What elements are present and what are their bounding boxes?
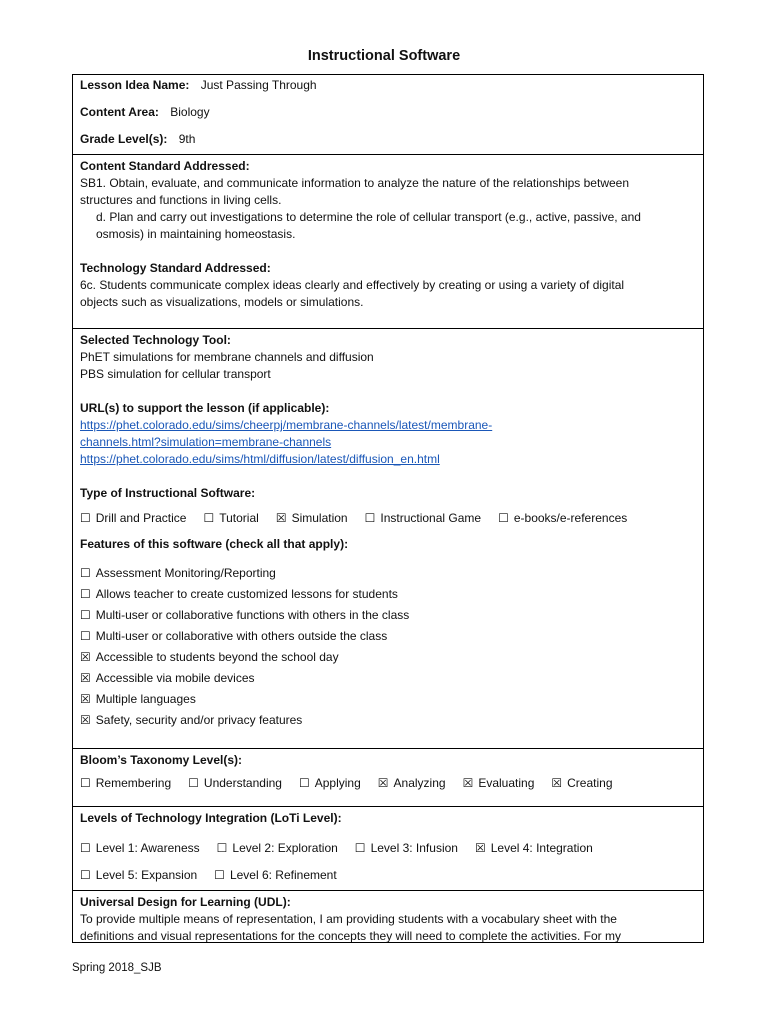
feature-option[interactable]: ☐ Multi-user or collaborative functions with others in the class [80,607,410,622]
loti-options-row [80,834,696,862]
page-title: Instructional Software [307,48,461,64]
technology-standard-text: objects such as visualizations, models or simulations. [80,295,364,309]
technology-standard-heading: Technology Standard Addressed: [80,261,271,275]
checkbox-icon[interactable]: ☒ [275,511,287,525]
loti-option[interactable]: ☐ Level 2: Exploration [216,841,338,855]
technology-tool-section [73,329,703,749]
checkbox-icon[interactable]: ☐ [80,511,91,525]
type-option-simulation[interactable]: ☒ Simulation [275,511,348,525]
content-standard-element: osmosis) in maintaining homeostasis. [96,227,296,241]
feature-option[interactable]: ☒ Safety, security and/or privacy features [80,712,303,727]
content-area-value: Biology [170,105,210,119]
lesson-info-section [73,75,703,155]
checkbox-icon[interactable]: ☐ [203,511,215,525]
software-type-heading: Type of Instructional Software: [80,486,256,500]
blooms-option[interactable]: ☐ Remembering [80,776,172,790]
checkbox-icon[interactable]: ☒ [80,691,91,706]
checkbox-icon[interactable]: ☐ [216,841,228,855]
content-standard-text: structures and functions in living cells. [80,193,282,207]
blooms-section [73,749,703,807]
checkbox-icon[interactable]: ☒ [551,776,563,790]
loti-option[interactable]: ☒ Level 4: Integration [474,841,593,855]
checkbox-icon[interactable]: ☐ [214,868,225,882]
checkbox-icon[interactable]: ☒ [462,776,474,790]
blooms-option[interactable]: ☒ Evaluating [462,776,535,790]
grade-level-row [80,131,696,158]
grade-level-label: Grade Level(s): [80,132,168,146]
technology-standard-text: 6c. Students communicate complex ideas clearly and effectively by creating or using a variety of digital [80,278,625,292]
type-option-game[interactable]: ☐ Instructional Game [364,511,482,525]
loti-option[interactable]: ☐ Level 3: Infusion [354,841,458,855]
membrane-channels-link[interactable]: channels.html?simulation=membrane-channels [80,435,332,449]
type-option-drill[interactable]: ☐ Drill and Practice [80,511,187,525]
features-list [80,562,696,730]
checkbox-icon[interactable]: ☐ [80,868,91,882]
type-option-ebooks[interactable]: ☐ e-books/e-references [498,511,628,525]
type-option-tutorial[interactable]: ☐ Tutorial [203,511,259,525]
lesson-name-row [80,77,696,104]
checkbox-icon[interactable]: ☒ [377,776,389,790]
checkbox-icon[interactable]: ☐ [80,841,91,855]
checkbox-icon[interactable]: ☒ [80,649,91,664]
feature-option[interactable]: ☒ Multiple languages [80,691,196,706]
checkbox-icon[interactable]: ☐ [80,586,91,601]
feature-option[interactable]: ☐ Assessment Monitoring/Reporting [80,565,276,580]
content-area-label: Content Area: [80,105,159,119]
udl-heading: Universal Design for Learning (UDL): [80,895,291,909]
blooms-options [80,776,696,790]
udl-text: To provide multiple means of representation, I am providing students with a vocabulary sheet with the [80,912,617,926]
checkbox-icon[interactable]: ☐ [80,607,91,622]
checkbox-icon[interactable]: ☐ [364,511,376,525]
checkbox-icon[interactable]: ☐ [298,776,310,790]
url-heading: URL(s) to support the lesson (if applicable): [80,401,330,415]
blooms-heading: Bloom’s Taxonomy Level(s): [80,753,243,767]
checkbox-icon[interactable]: ☐ [354,841,366,855]
content-standard-heading: Content Standard Addressed: [80,159,250,173]
udl-text: definitions and visual representations for the concepts they will need to complete the activities. For my [80,929,621,943]
content-standard-text: SB1. Obtain, evaluate, and communicate information to analyze the nature of the relationships between [80,176,629,190]
feature-option[interactable]: ☒ Accessible via mobile devices [80,670,255,685]
diffusion-link[interactable]: https://phet.colorado.edu/sims/html/diffusion/latest/diffusion_en.html [80,452,440,466]
loti-option[interactable]: ☐ Level 6: Refinement [214,868,337,882]
selected-tool-text: PBS simulation for cellular transport [80,367,271,381]
lesson-name-value: Just Passing Through [200,78,317,92]
loti-option[interactable]: ☐ Level 5: Expansion [80,868,198,882]
grade-level-value: 9th [178,132,196,146]
checkbox-icon[interactable]: ☒ [80,670,91,685]
loti-option[interactable]: ☐ Level 1: Awareness [80,841,200,855]
blooms-option[interactable]: ☐ Applying [298,776,361,790]
loti-heading: Levels of Technology Integration (LoTi Level): [80,811,342,825]
features-heading: Features of this software (check all that apply): [80,537,349,551]
page-footer: Spring 2018_SJB [72,962,162,974]
udl-section [73,891,703,943]
lesson-name-label: Lesson Idea Name: [80,78,190,92]
software-type-options [80,502,696,534]
feature-option[interactable]: ☐ Multi-user or collaborative with others outside the class [80,628,388,643]
content-standard-element: d. Plan and carry out investigations to determine the role of cellular transport (e.g., active, passive, and [96,210,641,224]
loti-options-row [80,862,696,888]
blooms-option[interactable]: ☒ Analyzing [377,776,446,790]
blooms-option[interactable]: ☒ Creating [551,776,613,790]
membrane-channels-link[interactable]: https://phet.colorado.edu/sims/cheerpj/membrane-channels/latest/membrane- [80,418,493,432]
selected-tool-heading: Selected Technology Tool: [80,333,231,347]
feature-option[interactable]: ☐ Allows teacher to create customized lessons for students [80,586,398,601]
feature-option[interactable]: ☒ Accessible to students beyond the school day [80,649,339,664]
checkbox-icon[interactable]: ☐ [80,776,91,790]
checkbox-icon[interactable]: ☐ [80,628,91,643]
blooms-option[interactable]: ☐ Understanding [188,776,282,790]
standards-section [73,155,703,329]
selected-tool-text: PhET simulations for membrane channels and diffusion [80,350,374,364]
checkbox-icon[interactable]: ☒ [474,841,486,855]
content-area-row [80,104,696,131]
loti-section [73,807,703,891]
checkbox-icon[interactable]: ☐ [498,511,509,525]
checkbox-icon[interactable]: ☐ [188,776,199,790]
checkbox-icon[interactable]: ☐ [80,565,91,580]
lesson-table [72,74,704,943]
checkbox-icon[interactable]: ☒ [80,712,91,727]
